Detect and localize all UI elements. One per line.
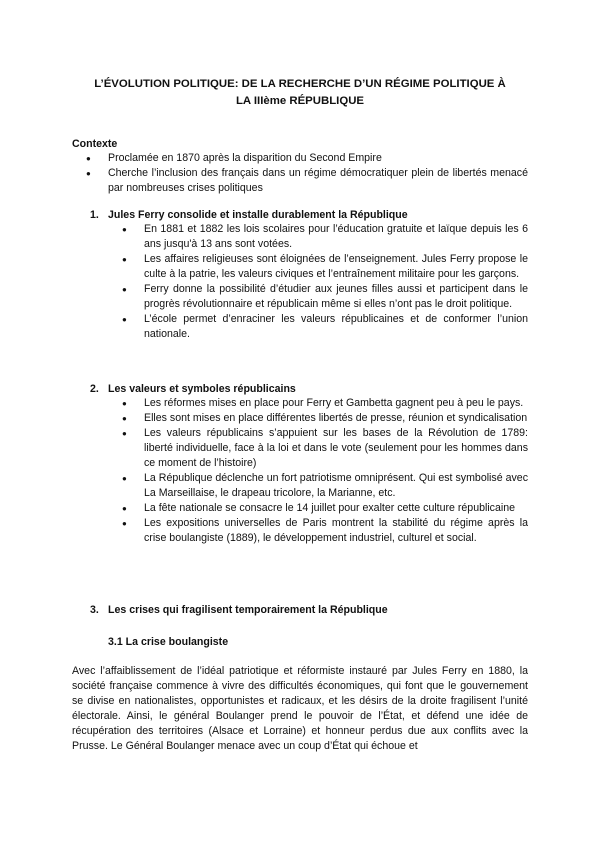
title-line-1: L’ÉVOLUTION POLITIQUE: DE LA RECHERCHE D’UN RÉGIME POLITIQUE À	[94, 78, 506, 90]
list-item: ● La fête nationale se consacre le 14 juillet pour exalter cette culture républicaine	[144, 501, 528, 516]
section-2-list	[144, 396, 528, 546]
section-number: 3.	[90, 604, 99, 616]
body-paragraph: Avec l’affaiblissement de l’idéal patriotique et réformiste instauré par Jules Ferry en 1880, la société française commence à vivre des difficultés économiques, qui font que le gouvernement se divise en nationalistes, opportunistes et radicaux, et les désirs de la droite fragilisent l’unité électorale. Ainsi, le général Boulanger prend le pouvoir de l’État, et défend une idée de récupération des territoires (Alsace et Lorraine) et honneur perdus due aux conflits avec la Prusse. Le Général Boulanger menace avec un coup d’État qui échoue et	[72, 665, 528, 752]
section-1-list	[144, 222, 528, 342]
section-heading-1	[90, 208, 408, 223]
section-number: 2.	[90, 383, 99, 395]
list-item: ● Les réformes mises en place pour Ferry et Gambetta gagnent peu à peu le pays.	[144, 396, 528, 411]
subsection-heading: 3.1 La crise boulangiste	[108, 636, 229, 648]
list-item: ● L’école permet d’enraciner les valeurs républicaines et de conformer l’union nationale.	[144, 312, 528, 342]
context-heading: Contexte	[72, 138, 118, 150]
list-item: ● Cherche l’inclusion des français dans un régime démocratiquer plein de libertés menacé par nombreuses crises politiques	[108, 166, 528, 196]
list-item: ● En 1881 et 1882 les lois scolaires pour l’éducation gratuite et laïque depuis les 6 ans jusqu'à 13 ans sont votées.	[144, 222, 528, 252]
list-item: ● Elles sont mises en place différentes libertés de presse, réunion et syndicalisation	[144, 411, 528, 426]
section-heading-2	[90, 382, 296, 397]
section-title: Jules Ferry consolide et installe durablement la République	[108, 209, 408, 221]
list-item: ● Les valeurs républicains s’appuient sur les bases de la Révolution de 1789: liberté individuelle, face à la loi et dans le vote (seulement pour les hommes dans ce moment de l’histoire)	[144, 426, 528, 471]
section-title: Les valeurs et symboles républicains	[108, 383, 296, 395]
section-title: Les crises qui fragilisent temporairement la République	[108, 604, 388, 616]
list-item: ● La République déclenche un fort patriotisme omniprésent. Qui est symbolisé avec La Marseillaise, le drapeau tricolore, la Marianne, etc.	[144, 471, 528, 501]
section-number: 1.	[90, 209, 99, 221]
section-heading-3	[90, 603, 388, 618]
list-item: ● Proclamée en 1870 après la disparition du Second Empire	[108, 151, 528, 166]
list-item: ● Les expositions universelles de Paris montrent la stabilité du régime après la crise boulangiste (1889), le développement industriel, culturel et social.	[144, 516, 528, 546]
list-item: ● Les affaires religieuses sont éloignées de l’enseignement. Jules Ferry propose le culte à la patrie, les valeurs civiques et l’entraînement militaire pour les garçons.	[144, 252, 528, 282]
title-line-2: LA IIIème RÉPUBLIQUE	[235, 95, 365, 107]
list-item: ● Ferry donne la possibilité d’étudier aux jeunes filles aussi et participent dans le progrès révolutionnaire et républicain même si elles n’ont pas le droit politique.	[144, 282, 528, 312]
context-list	[108, 151, 528, 196]
document-title	[70, 76, 530, 110]
